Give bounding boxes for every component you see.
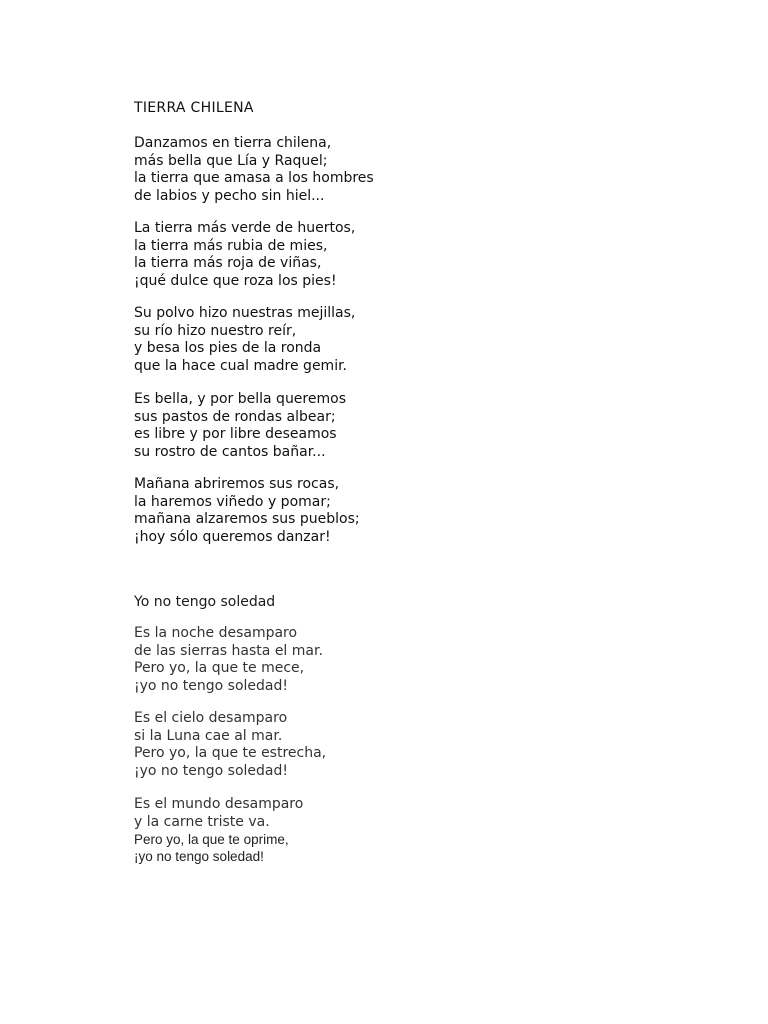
verse-line: ¡hoy sólo queremos danzar! bbox=[134, 528, 331, 545]
verse-line: Es el mundo desamparo bbox=[134, 796, 304, 812]
verse-line: si la Luna cae al mar. bbox=[134, 727, 283, 744]
verse-line: más bella que Lía y Raquel; bbox=[134, 152, 328, 169]
verse-line: sus pastos de rondas albear; bbox=[134, 408, 336, 425]
verse-line: Es la noche desamparo bbox=[134, 625, 298, 641]
stanza bbox=[134, 476, 360, 546]
poem-title: Yo no tengo soledad bbox=[134, 594, 276, 610]
verse-line: Es el cielo desamparo bbox=[134, 710, 288, 726]
stanza bbox=[134, 710, 326, 780]
stanza bbox=[134, 305, 355, 375]
verse-line: su río hizo nuestro reír, bbox=[134, 322, 297, 339]
stanza bbox=[134, 391, 346, 461]
stanza bbox=[134, 796, 303, 865]
verse-line: mañana alzaremos sus pueblos; bbox=[134, 511, 360, 527]
verse-line: Pero yo, la que te mece, bbox=[134, 660, 305, 676]
verse-line: ¡qué dulce que roza los pies! bbox=[134, 272, 337, 289]
verse-line: la tierra más roja de viñas, bbox=[134, 255, 322, 271]
verse-line: Su polvo hizo nuestras mejillas, bbox=[134, 305, 356, 321]
verse-line: Pero yo, la que te estrecha, bbox=[134, 745, 327, 761]
verse-line: ¡yo no tengo soledad! bbox=[134, 677, 289, 694]
verse-line: la haremos viñedo y pomar; bbox=[134, 493, 331, 510]
verse-line: la tierra que amasa a los hombres bbox=[134, 170, 374, 186]
stanza bbox=[134, 220, 355, 290]
poem-title: TIERRA CHILENA bbox=[134, 100, 254, 116]
stanza bbox=[134, 625, 323, 695]
verse-line: ¡yo no tengo soledad! bbox=[134, 762, 289, 779]
verse-line: La tierra más verde de huertos, bbox=[134, 220, 356, 236]
verse-line: de labios y pecho sin hiel... bbox=[134, 187, 325, 204]
verse-line: su rostro de cantos bañar... bbox=[134, 443, 326, 460]
stanza bbox=[134, 135, 374, 205]
verse-line: Mañana abriremos sus rocas, bbox=[134, 476, 340, 492]
verse-line: la tierra más rubia de mies, bbox=[134, 237, 328, 254]
verse-line: ¡yo no tengo soledad! bbox=[134, 849, 264, 864]
verse-line: es libre y por libre deseamos bbox=[134, 426, 337, 442]
verse-line: de las sierras hasta el mar. bbox=[134, 642, 323, 659]
verse-line: y besa los pies de la ronda bbox=[134, 340, 322, 356]
verse-line: Danzamos en tierra chilena, bbox=[134, 135, 332, 151]
verse-line: que la hace cual madre gemir. bbox=[134, 357, 348, 374]
verse-line: Es bella, y por bella queremos bbox=[134, 391, 346, 407]
verse-line: y la carne triste va. bbox=[134, 813, 270, 830]
verse-line: Pero yo, la que te oprime, bbox=[134, 832, 289, 847]
